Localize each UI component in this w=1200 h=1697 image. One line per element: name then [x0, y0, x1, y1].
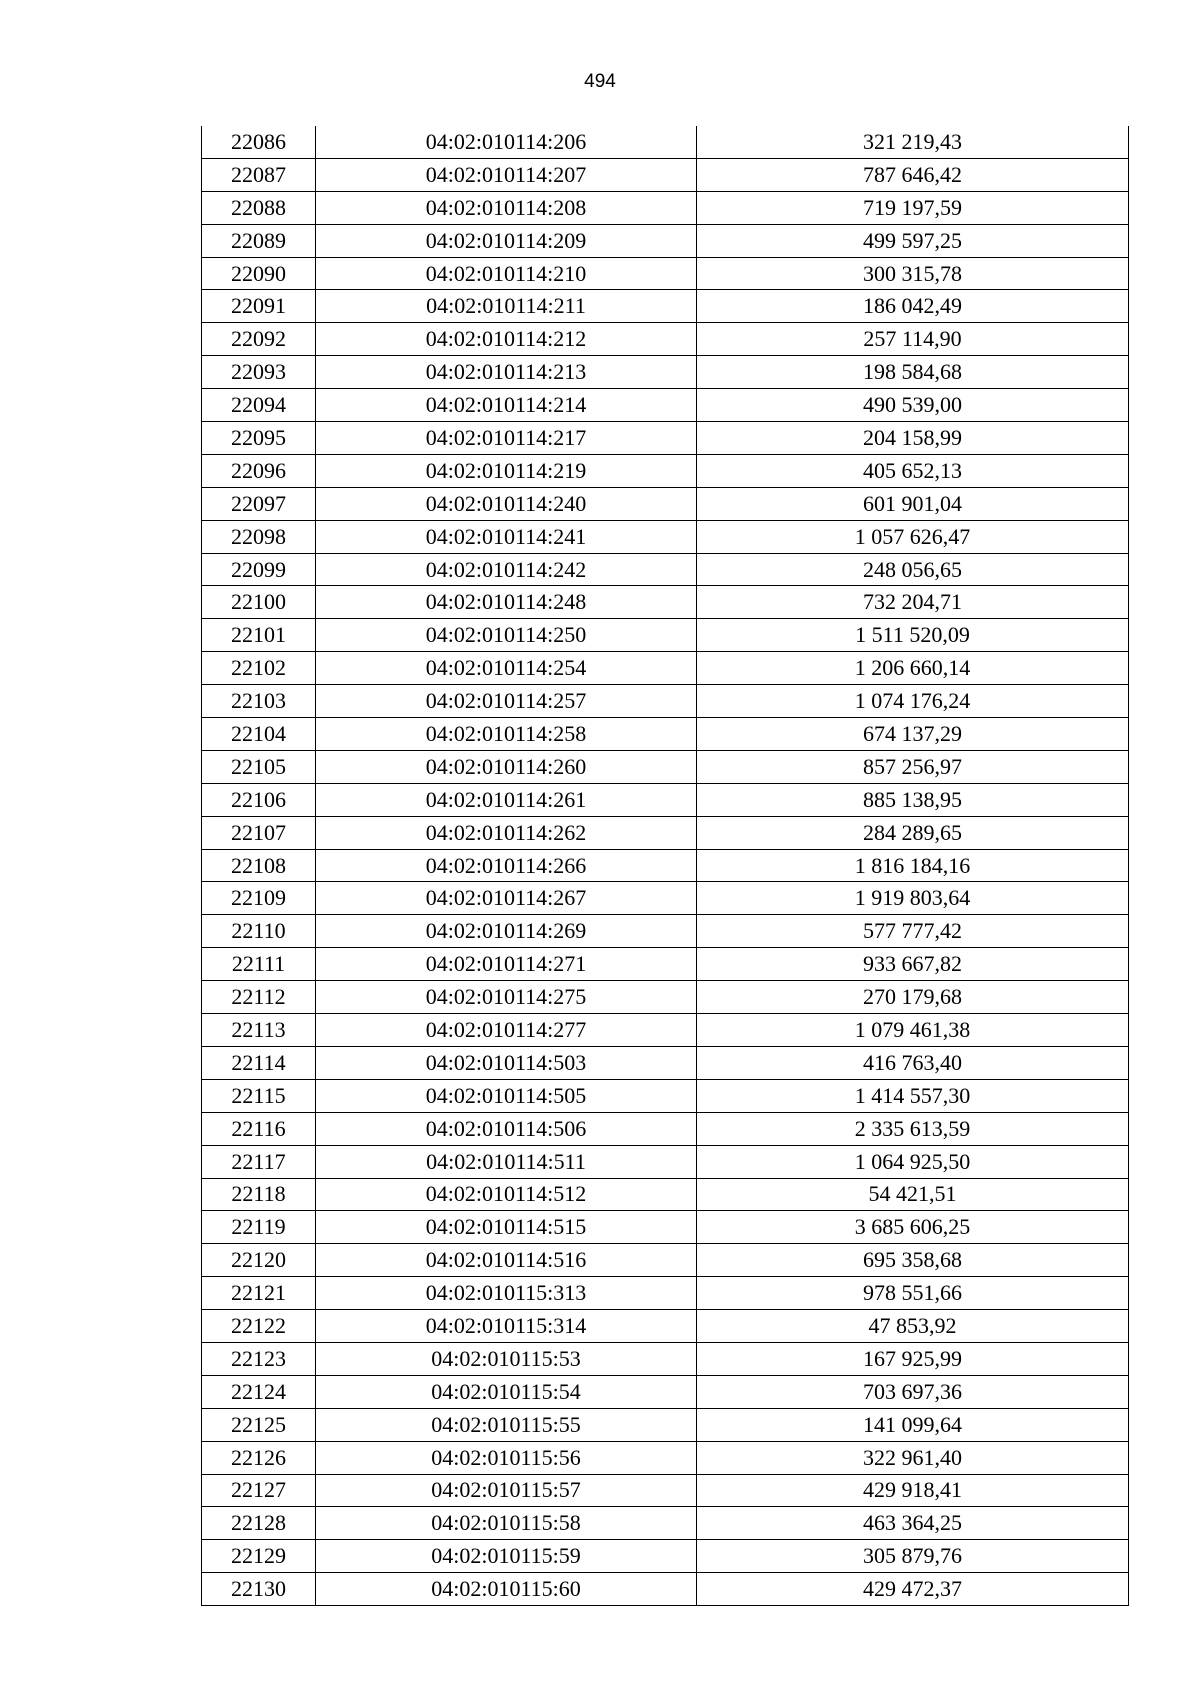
- cadastral-number-cell: 04:02:010114:250: [316, 619, 697, 652]
- table-row: [202, 1375, 1129, 1408]
- row-number-cell: 22090: [202, 257, 316, 290]
- table-row: [202, 586, 1129, 619]
- row-number-cell: 22124: [202, 1375, 316, 1408]
- row-number-cell: 22113: [202, 1014, 316, 1047]
- table-row: [202, 750, 1129, 783]
- row-number-cell: 22130: [202, 1573, 316, 1606]
- row-number-cell: 22087: [202, 158, 316, 191]
- cadastral-value-cell: 719 197,59: [697, 191, 1129, 224]
- cadastral-number-cell: 04:02:010114:260: [316, 750, 697, 783]
- row-number-cell: 22109: [202, 882, 316, 915]
- table-row: [202, 1408, 1129, 1441]
- cadastral-value-cell: 601 901,04: [697, 487, 1129, 520]
- cadastral-number-cell: 04:02:010114:261: [316, 783, 697, 816]
- table-row: [202, 849, 1129, 882]
- table-row: [202, 1277, 1129, 1310]
- cadastral-number-cell: 04:02:010114:219: [316, 454, 697, 487]
- cadastral-value-cell: 463 364,25: [697, 1507, 1129, 1540]
- cadastral-number-cell: 04:02:010114:209: [316, 224, 697, 257]
- table-row: [202, 158, 1129, 191]
- row-number-cell: 22107: [202, 816, 316, 849]
- table-row: [202, 422, 1129, 455]
- row-number-cell: 22114: [202, 1046, 316, 1079]
- cadastral-number-cell: 04:02:010114:267: [316, 882, 697, 915]
- cadastral-value-cell: 885 138,95: [697, 783, 1129, 816]
- row-number-cell: 22126: [202, 1441, 316, 1474]
- cadastral-number-cell: 04:02:010115:57: [316, 1474, 697, 1507]
- table-row: [202, 290, 1129, 323]
- table-row: [202, 685, 1129, 718]
- cadastral-value-cell: 933 667,82: [697, 948, 1129, 981]
- row-number-cell: 22108: [202, 849, 316, 882]
- cadastral-value-cell: 978 551,66: [697, 1277, 1129, 1310]
- cadastral-value-cell: 270 179,68: [697, 981, 1129, 1014]
- cadastral-value-cell: 167 925,99: [697, 1342, 1129, 1375]
- table-row: [202, 1014, 1129, 1047]
- row-number-cell: 22094: [202, 389, 316, 422]
- cadastral-value-cell: 322 961,40: [697, 1441, 1129, 1474]
- cadastral-number-cell: 04:02:010115:54: [316, 1375, 697, 1408]
- cadastral-value-cell: 499 597,25: [697, 224, 1129, 257]
- cadastral-value-cell: 429 918,41: [697, 1474, 1129, 1507]
- cadastral-number-cell: 04:02:010114:212: [316, 323, 697, 356]
- cadastral-number-cell: 04:02:010114:505: [316, 1079, 697, 1112]
- page-number: 494: [584, 71, 616, 92]
- cadastral-number-cell: 04:02:010114:512: [316, 1178, 697, 1211]
- table-row: [202, 1573, 1129, 1606]
- row-number-cell: 22112: [202, 981, 316, 1014]
- row-number-cell: 22116: [202, 1112, 316, 1145]
- cadastral-number-cell: 04:02:010114:210: [316, 257, 697, 290]
- row-number-cell: 22096: [202, 454, 316, 487]
- row-number-cell: 22100: [202, 586, 316, 619]
- cadastral-number-cell: 04:02:010114:277: [316, 1014, 697, 1047]
- table-row: [202, 619, 1129, 652]
- table-row: [202, 323, 1129, 356]
- cadastral-number-cell: 04:02:010114:503: [316, 1046, 697, 1079]
- table-row: [202, 191, 1129, 224]
- cadastral-value-cell: 1 057 626,47: [697, 520, 1129, 553]
- row-number-cell: 22099: [202, 553, 316, 586]
- cadastral-number-cell: 04:02:010115:53: [316, 1342, 697, 1375]
- row-number-cell: 22106: [202, 783, 316, 816]
- cadastral-number-cell: 04:02:010115:60: [316, 1573, 697, 1606]
- cadastral-value-cell: 1 079 461,38: [697, 1014, 1129, 1047]
- cadastral-value-cell: 1 206 660,14: [697, 652, 1129, 685]
- row-number-cell: 22091: [202, 290, 316, 323]
- row-number-cell: 22129: [202, 1540, 316, 1573]
- cadastral-value-cell: 47 853,92: [697, 1310, 1129, 1343]
- table-row: [202, 1441, 1129, 1474]
- table-row: [202, 487, 1129, 520]
- row-number-cell: 22128: [202, 1507, 316, 1540]
- table-row: [202, 257, 1129, 290]
- row-number-cell: 22095: [202, 422, 316, 455]
- table-row: [202, 1507, 1129, 1540]
- table-row: [202, 1079, 1129, 1112]
- cadastral-value-cell: 2 335 613,59: [697, 1112, 1129, 1145]
- row-number-cell: 22102: [202, 652, 316, 685]
- table-row: [202, 948, 1129, 981]
- cadastral-number-cell: 04:02:010114:257: [316, 685, 697, 718]
- cadastral-value-cell: 198 584,68: [697, 356, 1129, 389]
- table-row: [202, 553, 1129, 586]
- cadastral-value-cell: 857 256,97: [697, 750, 1129, 783]
- cadastral-number-cell: 04:02:010114:506: [316, 1112, 697, 1145]
- row-number-cell: 22127: [202, 1474, 316, 1507]
- cadastral-value-cell: 141 099,64: [697, 1408, 1129, 1441]
- cadastral-number-cell: 04:02:010114:207: [316, 158, 697, 191]
- row-number-cell: 22088: [202, 191, 316, 224]
- cadastral-number-cell: 04:02:010114:208: [316, 191, 697, 224]
- cadastral-number-cell: 04:02:010114:258: [316, 718, 697, 751]
- cadastral-value-cell: 3 685 606,25: [697, 1211, 1129, 1244]
- row-number-cell: 22104: [202, 718, 316, 751]
- cadastral-number-cell: 04:02:010114:211: [316, 290, 697, 323]
- cadastral-number-cell: 04:02:010114:511: [316, 1145, 697, 1178]
- table-row: [202, 389, 1129, 422]
- cadastral-value-cell: 1 816 184,16: [697, 849, 1129, 882]
- row-number-cell: 22089: [202, 224, 316, 257]
- table-row: [202, 224, 1129, 257]
- row-number-cell: 22098: [202, 520, 316, 553]
- cadastral-value-cell: 204 158,99: [697, 422, 1129, 455]
- cadastral-number-cell: 04:02:010114:240: [316, 487, 697, 520]
- row-number-cell: 22115: [202, 1079, 316, 1112]
- table-row: [202, 915, 1129, 948]
- cadastral-value-cell: 429 472,37: [697, 1573, 1129, 1606]
- cadastral-value-cell: 186 042,49: [697, 290, 1129, 323]
- row-number-cell: 22110: [202, 915, 316, 948]
- table-row: [202, 1342, 1129, 1375]
- cadastral-number-cell: 04:02:010114:217: [316, 422, 697, 455]
- row-number-cell: 22121: [202, 1277, 316, 1310]
- row-number-cell: 22120: [202, 1244, 316, 1277]
- cadastral-number-cell: 04:02:010114:242: [316, 553, 697, 586]
- cadastral-value-cell: 257 114,90: [697, 323, 1129, 356]
- cadastral-value-cell: 703 697,36: [697, 1375, 1129, 1408]
- cadastral-number-cell: 04:02:010115:56: [316, 1441, 697, 1474]
- table-row: [202, 1244, 1129, 1277]
- row-number-cell: 22125: [202, 1408, 316, 1441]
- cadastral-number-cell: 04:02:010114:516: [316, 1244, 697, 1277]
- cadastral-number-cell: 04:02:010114:254: [316, 652, 697, 685]
- table-row: [202, 718, 1129, 751]
- table-row: [202, 126, 1129, 158]
- table-row: [202, 816, 1129, 849]
- row-number-cell: 22101: [202, 619, 316, 652]
- row-number-cell: 22105: [202, 750, 316, 783]
- cadastral-number-cell: 04:02:010114:248: [316, 586, 697, 619]
- cadastral-value-cell: 300 315,78: [697, 257, 1129, 290]
- cadastral-value-cell: 787 646,42: [697, 158, 1129, 191]
- row-number-cell: 22117: [202, 1145, 316, 1178]
- cadastral-value-cell: 248 056,65: [697, 553, 1129, 586]
- cadastral-value-cell: 1 511 520,09: [697, 619, 1129, 652]
- cadastral-value-table: [201, 126, 1129, 1606]
- cadastral-number-cell: 04:02:010114:241: [316, 520, 697, 553]
- table-body: [202, 126, 1129, 1606]
- cadastral-value-cell: 732 204,71: [697, 586, 1129, 619]
- cadastral-number-cell: 04:02:010114:214: [316, 389, 697, 422]
- table-row: [202, 454, 1129, 487]
- row-number-cell: 22119: [202, 1211, 316, 1244]
- table-row: [202, 1310, 1129, 1343]
- row-number-cell: 22086: [202, 126, 316, 158]
- table-row: [202, 1046, 1129, 1079]
- cadastral-number-cell: 04:02:010115:58: [316, 1507, 697, 1540]
- cadastral-value-cell: 577 777,42: [697, 915, 1129, 948]
- table-row: [202, 1178, 1129, 1211]
- cadastral-number-cell: 04:02:010115:313: [316, 1277, 697, 1310]
- row-number-cell: 22123: [202, 1342, 316, 1375]
- table-row: [202, 1540, 1129, 1573]
- cadastral-number-cell: 04:02:010114:266: [316, 849, 697, 882]
- row-number-cell: 22111: [202, 948, 316, 981]
- table-row: [202, 1145, 1129, 1178]
- cadastral-value-cell: 1 074 176,24: [697, 685, 1129, 718]
- cadastral-number-cell: 04:02:010114:515: [316, 1211, 697, 1244]
- cadastral-number-cell: 04:02:010115:55: [316, 1408, 697, 1441]
- cadastral-value-cell: 405 652,13: [697, 454, 1129, 487]
- table-row: [202, 981, 1129, 1014]
- table-row: [202, 1112, 1129, 1145]
- cadastral-value-cell: 695 358,68: [697, 1244, 1129, 1277]
- cadastral-number-cell: 04:02:010114:213: [316, 356, 697, 389]
- table-row: [202, 783, 1129, 816]
- table-row: [202, 1474, 1129, 1507]
- cadastral-number-cell: 04:02:010115:314: [316, 1310, 697, 1343]
- table-row: [202, 356, 1129, 389]
- cadastral-number-cell: 04:02:010114:271: [316, 948, 697, 981]
- row-number-cell: 22097: [202, 487, 316, 520]
- table-row: [202, 520, 1129, 553]
- cadastral-number-cell: 04:02:010115:59: [316, 1540, 697, 1573]
- table-row: [202, 882, 1129, 915]
- row-number-cell: 22093: [202, 356, 316, 389]
- table-row: [202, 1211, 1129, 1244]
- cadastral-value-cell: 305 879,76: [697, 1540, 1129, 1573]
- cadastral-value-cell: 54 421,51: [697, 1178, 1129, 1211]
- row-number-cell: 22092: [202, 323, 316, 356]
- row-number-cell: 22103: [202, 685, 316, 718]
- row-number-cell: 22118: [202, 1178, 316, 1211]
- cadastral-value-cell: 674 137,29: [697, 718, 1129, 751]
- cadastral-value-cell: 321 219,43: [697, 126, 1129, 158]
- cadastral-value-cell: 1 919 803,64: [697, 882, 1129, 915]
- table-row: [202, 652, 1129, 685]
- cadastral-value-cell: 284 289,65: [697, 816, 1129, 849]
- cadastral-value-cell: 1 064 925,50: [697, 1145, 1129, 1178]
- cadastral-number-cell: 04:02:010114:275: [316, 981, 697, 1014]
- cadastral-number-cell: 04:02:010114:262: [316, 816, 697, 849]
- cadastral-value-cell: 416 763,40: [697, 1046, 1129, 1079]
- cadastral-value-cell: 490 539,00: [697, 389, 1129, 422]
- cadastral-number-cell: 04:02:010114:206: [316, 126, 697, 158]
- cadastral-number-cell: 04:02:010114:269: [316, 915, 697, 948]
- cadastral-value-cell: 1 414 557,30: [697, 1079, 1129, 1112]
- row-number-cell: 22122: [202, 1310, 316, 1343]
